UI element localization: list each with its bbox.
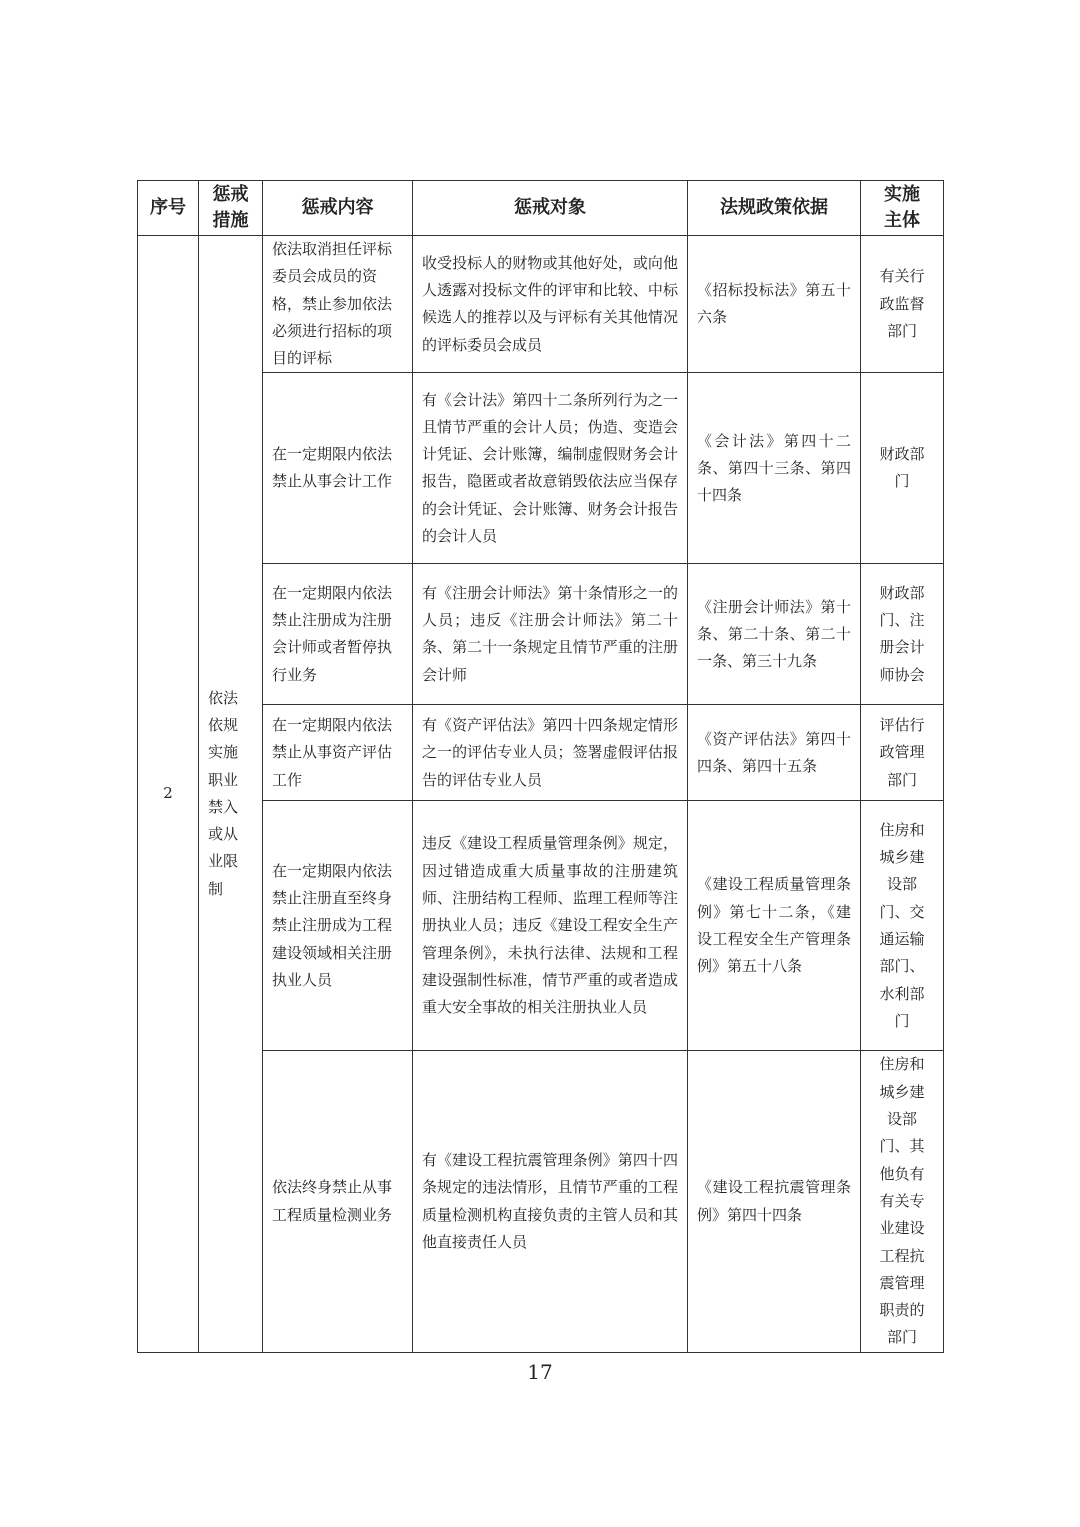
table-header-row	[138, 181, 944, 236]
basis-cell: 《招标投标法》第五十六条	[688, 236, 861, 373]
content-cell: 在一定期限内依法禁止注册成为注册会计师或者暂停执行业务	[263, 564, 413, 705]
header-target: 惩戒对象	[413, 181, 688, 236]
body-cell: 评估行 政管理 部门	[861, 705, 944, 801]
target-cell: 收受投标人的财物或其他好处，或向他人透露对投标文件的评审和比较、中标候选人的推荐以及与评标有关其他情况的评标委员会成员	[413, 236, 688, 373]
penalty-table	[137, 180, 944, 1353]
basis-cell: 《资产评估法》第四十四条、第四十五条	[688, 705, 861, 801]
target-cell: 有《资产评估法》第四十四条规定情形之一的评估专业人员；签署虚假评估报告的评估专业人员	[413, 705, 688, 801]
header-basis: 法规政策依据	[688, 181, 861, 236]
measure-cell: 依法 依规 实施 职业 禁入 或从 业限 制	[199, 236, 263, 1353]
body-cell: 住房和 城乡建 设部 门、其 他负有 有关专 业建设 工程抗 震管理 职责的 部门	[861, 1051, 944, 1352]
body-cell: 有关行 政监督 部门	[861, 236, 944, 373]
basis-cell: 《建设工程质量管理条例》第七十二条，《建设工程安全生产管理条例》第五十八条	[688, 801, 861, 1051]
table-row	[138, 236, 944, 373]
target-cell: 有《会计法》第四十二条所列行为之一且情节严重的会计人员；伪造、变造会计凭证、会计账簿，编制虚假财务会计报告，隐匿或者故意销毁依法应当保存的会计凭证、会计账簿、财务会计报告的会计人员	[413, 373, 688, 564]
body-cell: 财政部 门、注 册会计 师协会	[861, 564, 944, 705]
basis-cell: 《会计法》第四十二条、第四十三条、第四十四条	[688, 373, 861, 564]
page-number: 17	[527, 1360, 553, 1384]
header-measure: 惩戒 措施	[199, 181, 263, 236]
header-body: 实施 主体	[861, 181, 944, 236]
content-cell: 在一定期限内依法禁止从事资产评估工作	[263, 705, 413, 801]
body-cell: 住房和 城乡建 设部 门、交 通运输 部门、 水利部 门	[861, 801, 944, 1051]
content-cell: 在一定期限内依法禁止从事会计工作	[263, 373, 413, 564]
content-cell: 依法取消担任评标委员会成员的资格，禁止参加依法必须进行招标的项目的评标	[263, 236, 413, 373]
target-cell: 有《建设工程抗震管理条例》第四十四条规定的违法情形，且情节严重的工程质量检测机构直接负责的主管人员和其他直接责任人员	[413, 1051, 688, 1352]
target-cell: 有《注册会计师法》第十条情形之一的人员；违反《注册会计师法》第二十条、第二十一条规定且情节严重的注册会计师	[413, 564, 688, 705]
target-cell: 违反《建设工程质量管理条例》规定，因过错造成重大质量事故的注册建筑师、注册结构工程师、监理工程师等注册执业人员；违反《建设工程安全生产管理条例》，未执行法律、法规和工程建设强制性标准，情节严重的或者造成重大安全事故的相关注册执业人员	[413, 801, 688, 1051]
basis-cell: 《注册会计师法》第十条、第二十条、第二十一条、第三十九条	[688, 564, 861, 705]
header-content: 惩戒内容	[263, 181, 413, 236]
basis-cell: 《建设工程抗震管理条例》第四十四条	[688, 1051, 861, 1352]
header-seq: 序号	[138, 181, 199, 236]
body-cell: 财政部 门	[861, 373, 944, 564]
content-cell: 依法终身禁止从事工程质量检测业务	[263, 1051, 413, 1352]
seq-cell: 2	[138, 236, 199, 1353]
content-cell: 在一定期限内依法禁止注册直至终身禁止注册成为工程建设领域相关注册执业人员	[263, 801, 413, 1051]
